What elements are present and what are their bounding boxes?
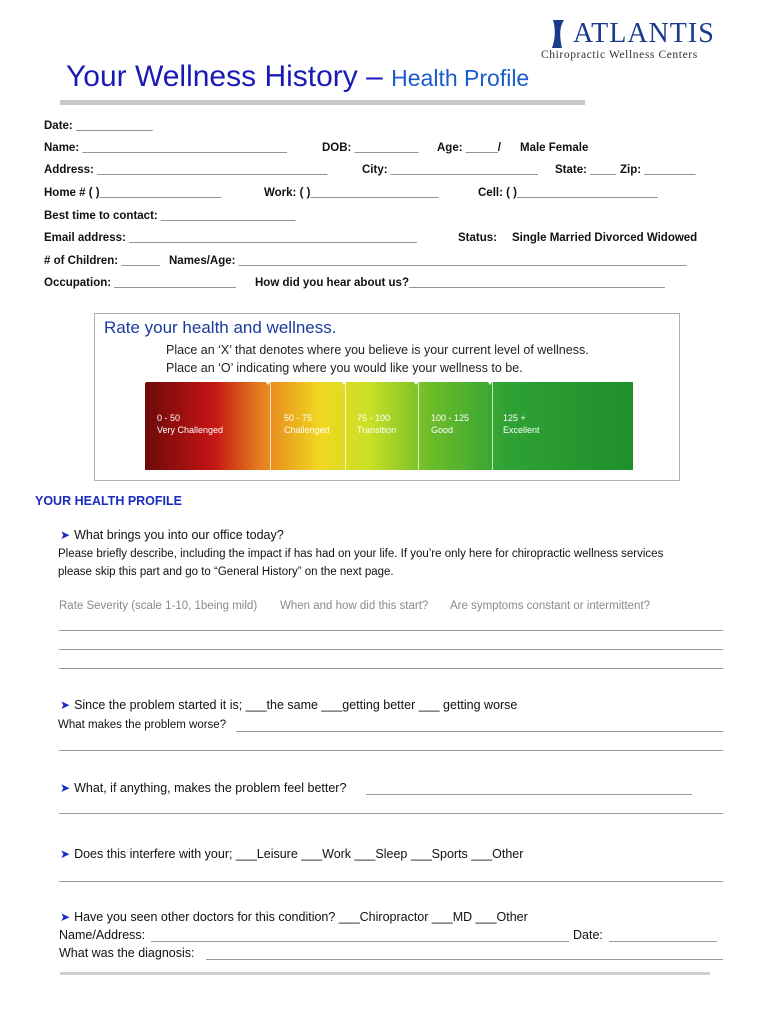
scale-marker-icon [484, 376, 496, 385]
page-title-main: Your Wellness History – [66, 60, 383, 93]
question-text: What, if anything, makes the problem feel better? [74, 781, 347, 795]
onset-prompt: When and how did this start? [280, 600, 429, 612]
scale-segment-range: 0 - 50 [157, 413, 181, 423]
section-heading: YOUR HEALTH PROFILE [35, 494, 182, 508]
scale-marker-icon [410, 376, 422, 385]
work-phone-field[interactable]: Work: ( )____________________ [264, 187, 439, 199]
answer-line[interactable] [59, 881, 723, 882]
state-field[interactable]: State: ____ [555, 164, 616, 176]
scale-segment-range: 50 - 75 [284, 413, 313, 423]
constancy-prompt: Are symptoms constant or intermittent? [450, 600, 651, 612]
status-label: Status: [458, 232, 497, 244]
answer-line[interactable] [151, 941, 569, 942]
answer-line[interactable] [609, 941, 717, 942]
question-text: Does this interfere with your; ___Leisure ___Work ___Sleep ___Sports ___Other [74, 847, 524, 861]
occupation-field[interactable]: Occupation: ___________________ [44, 277, 236, 289]
question-interference[interactable] [60, 847, 523, 861]
scale-segment-label: Excellent [503, 425, 540, 435]
scale-segment-very-challenged [157, 412, 223, 436]
scale-segment-label: Very Challenged [157, 425, 224, 435]
scale-segment-range: 100 - 125 [431, 413, 470, 423]
rate-instruction-o: Place an ‘O’ indicating where you would like your wellness to be. [166, 361, 523, 375]
scale-divider [418, 382, 419, 470]
question-office-visit [60, 528, 284, 542]
scale-segment-label: Good [431, 425, 454, 435]
page-title-sub: Health Profile [391, 65, 530, 91]
arrow-bullet-icon: ➤ [60, 528, 71, 542]
arrow-bullet-icon: ➤ [60, 698, 71, 712]
home-phone-field[interactable]: Home # ( )___________________ [44, 187, 222, 199]
answer-line[interactable] [59, 630, 723, 631]
scale-divider [345, 382, 346, 470]
answer-line[interactable] [59, 750, 723, 751]
page-bottom-divider [60, 972, 710, 975]
diagnosis-label: What was the diagnosis: [59, 946, 195, 960]
best-time-field[interactable]: Best time to contact: _____________________ [44, 210, 296, 222]
scale-segment-label: Transition [357, 425, 397, 435]
email-field[interactable]: Email address: _____________________________________________ [44, 232, 417, 244]
status-options[interactable]: Single Married Divorced Widowed [512, 232, 698, 244]
city-field[interactable]: City: _______________________ [362, 164, 538, 176]
question-other-doctors[interactable] [60, 910, 528, 924]
question-note: please skip this part and go to “General History” on the next page. [58, 566, 394, 578]
arrow-bullet-icon: ➤ [60, 847, 71, 861]
date-label: Date: [573, 928, 603, 942]
scale-divider [270, 382, 271, 470]
scale-segment-excellent [503, 412, 540, 436]
sex-options[interactable]: Male Female [520, 142, 589, 154]
answer-line[interactable] [206, 959, 723, 960]
question-note: Please briefly describe, including the impact if has had on your life. If you’re only here for chiropractic wellness services [58, 548, 664, 560]
question-text: Since the problem started it is; ___the same ___getting better ___ getting worse [74, 698, 518, 712]
zip-field[interactable]: Zip: ________ [620, 164, 696, 176]
severity-prompt: Rate Severity (scale 1-10, 1being mild) [59, 600, 258, 612]
arrow-bullet-icon: ➤ [60, 910, 71, 924]
scale-segment-label: Challenged [284, 425, 330, 435]
names-age-field[interactable]: Names/Age: ______________________________________________________________________ [169, 255, 687, 267]
scale-segment-challenged [284, 412, 330, 436]
cell-phone-field[interactable]: Cell: ( )______________________ [478, 187, 658, 199]
scale-marker-icon [338, 376, 350, 385]
scale-segment-range: 125 + [503, 413, 526, 423]
logo-mark-icon [550, 20, 566, 48]
scale-marker-icon [138, 376, 150, 385]
answer-line[interactable] [366, 794, 692, 795]
date-field[interactable]: Date: ____________ [44, 120, 153, 132]
question-text: What brings you into our office today? [74, 528, 284, 542]
scale-divider [492, 382, 493, 470]
answer-line[interactable] [236, 731, 723, 732]
question-text: Have you seen other doctors for this condition? ___Chiropractor ___MD ___Other [74, 910, 528, 924]
rate-title: Rate your health and wellness. [104, 318, 337, 337]
address-field[interactable]: Address: ____________________________________ [44, 164, 328, 176]
heard-about-field[interactable]: How did you hear about us?________________________________________ [255, 277, 665, 289]
rate-instruction-x: Place an ‘X’ that denotes where you believe is your current level of wellness. [166, 343, 589, 357]
logo-subtitle: Chiropractic Wellness Centers [541, 49, 698, 61]
answer-line[interactable] [59, 649, 723, 650]
answer-line[interactable] [59, 813, 723, 814]
title-divider [60, 100, 585, 105]
worse-prompt: What makes the problem worse? [58, 719, 227, 731]
answer-line[interactable] [59, 668, 723, 669]
logo-name: ATLANTIS [573, 18, 715, 49]
page-title [66, 60, 529, 94]
scale-segment-transition [357, 412, 396, 436]
question-progression[interactable] [60, 698, 517, 712]
children-field[interactable]: # of Children: ______ [44, 255, 160, 267]
dob-field[interactable]: DOB: __________ [322, 142, 419, 154]
scale-segment-range: 75 - 100 [357, 413, 391, 423]
name-field[interactable]: Name: ________________________________ [44, 142, 288, 154]
arrow-bullet-icon: ➤ [60, 781, 71, 795]
name-address-label: Name/Address: [59, 928, 146, 942]
scale-segment-good [431, 412, 469, 436]
age-field[interactable]: Age: _____/ [437, 142, 501, 154]
scale-marker-icon [262, 376, 274, 385]
question-better [60, 781, 346, 795]
